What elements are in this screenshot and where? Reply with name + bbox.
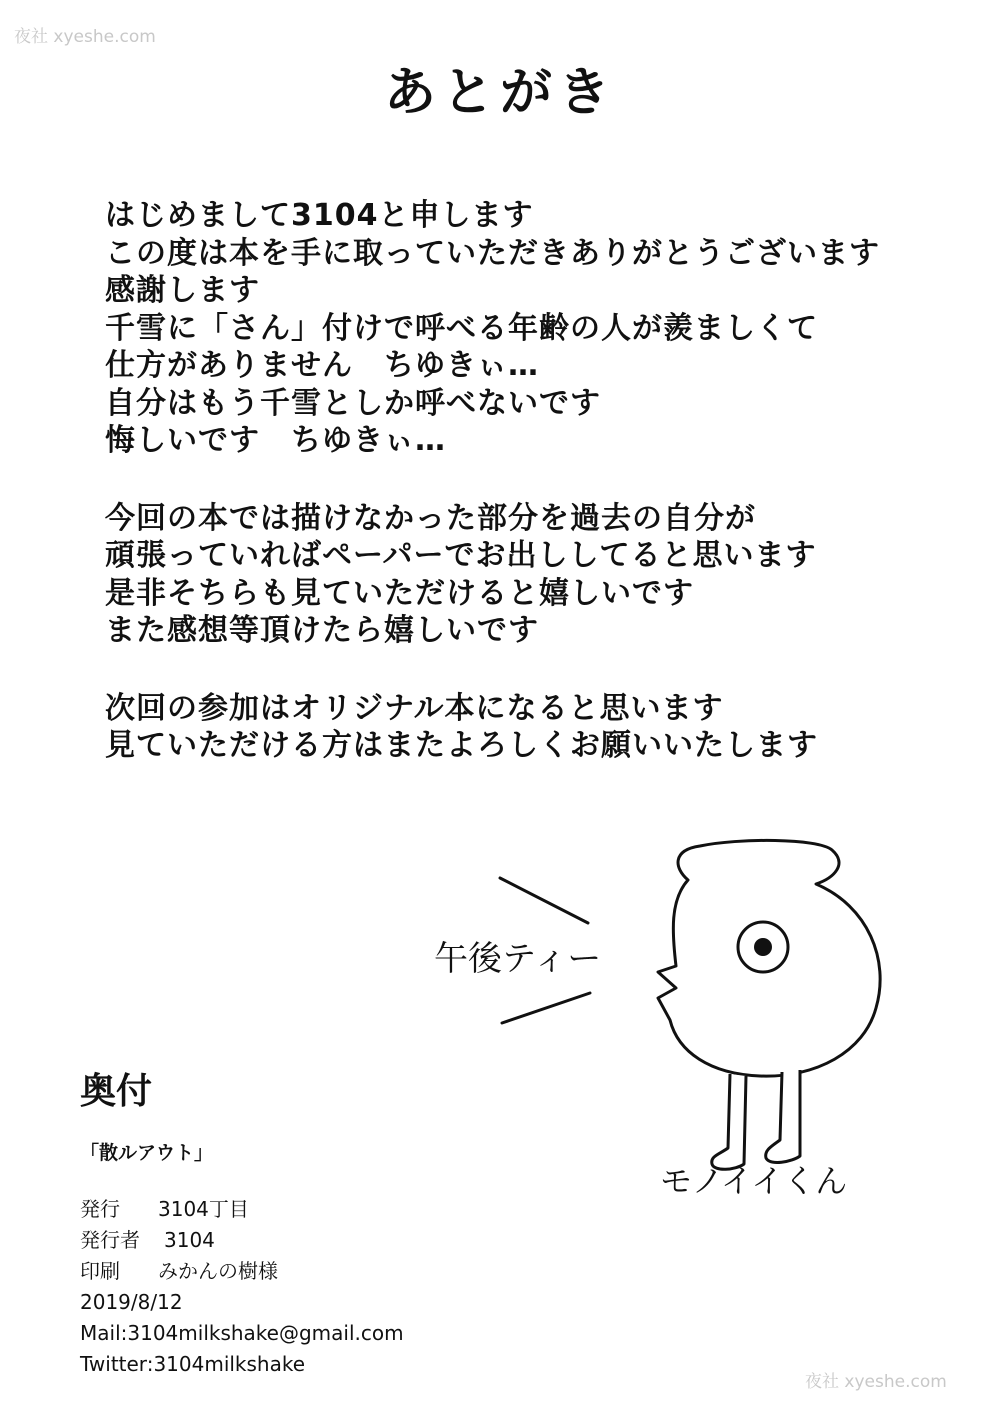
text-line: 感謝します (105, 273, 260, 308)
text-line: 今回の本では描けなかった部分を過去の自分が (105, 500, 756, 536)
text-line: 仕方がありません ちゆきぃ… (105, 348, 539, 383)
paragraph-2 (105, 500, 965, 650)
colophon-heading: 奥付 (80, 1071, 153, 1112)
text-line: 千雪に「さん」付けで呼べる年齢の人が羨ましくて (105, 310, 818, 346)
row-value: 3104milkshake (153, 1352, 306, 1376)
printer-row (80, 1256, 404, 1287)
text-line: 自分はもう千雪としか呼べないです (105, 385, 601, 421)
page-title: あとがき (383, 63, 616, 123)
row-value: 2019/8/12 (80, 1290, 183, 1314)
colophon (80, 1070, 404, 1380)
row-label: Twitter (80, 1352, 147, 1376)
paragraph-1 (105, 197, 965, 460)
text-line: この度は本を手に取っていただきありがとうございます (105, 235, 880, 271)
date-row (80, 1287, 404, 1318)
speech-label: 午後ティー (434, 939, 602, 979)
text-line: 是非そちらも見ていただけると嬉しいです (105, 575, 694, 611)
mascot-drawing (420, 820, 900, 1210)
text-line: 次回の参加はオリジナル本になると思います (105, 690, 724, 726)
text-line: 悔しいです ちゆきぃ… (105, 423, 446, 458)
book-title: 「散ルアウト」 (80, 1142, 214, 1164)
text-line: また感想等頂けたら嬉しいです (105, 613, 539, 648)
row-label: 発行者 (80, 1228, 140, 1252)
row-label: 発行 (80, 1197, 120, 1221)
publisher-row (80, 1194, 404, 1225)
character-label: モノイイくん (660, 1162, 848, 1200)
watermark-bottom: 夜社 xyeshe.com (805, 1372, 947, 1392)
row-separator: : (120, 1321, 128, 1345)
row-value: 3104milkshake@gmail.com (127, 1321, 404, 1345)
mascot-left-leg (712, 1074, 746, 1169)
row-label: Mail (80, 1321, 121, 1345)
afterword-body (105, 197, 965, 805)
mascot-eye-pupil (754, 938, 772, 956)
mascot-right-leg (766, 1070, 800, 1162)
row-value: 3104丁目 (158, 1197, 249, 1221)
issuer-row (80, 1225, 404, 1256)
paragraph-3 (105, 690, 965, 765)
speech-line-bottom (502, 993, 590, 1023)
text-line: 見ていただける方はまたよろしくお願いいたします (105, 728, 818, 763)
colophon-list (80, 1194, 404, 1380)
text-line: 頑張っていればペーパーでお出ししてると思います (105, 538, 817, 573)
row-value: みかんの樹様 (158, 1259, 278, 1283)
speech-line-top (500, 878, 588, 923)
row-label: 印刷 (80, 1259, 120, 1283)
text-line: はじめまして3104と申します (105, 198, 534, 233)
mail-row (80, 1318, 404, 1349)
twitter-row (80, 1349, 404, 1380)
row-value: 3104 (164, 1228, 215, 1252)
row-separator: : (146, 1352, 154, 1376)
watermark-top: 夜社 xyeshe.com (14, 27, 156, 47)
